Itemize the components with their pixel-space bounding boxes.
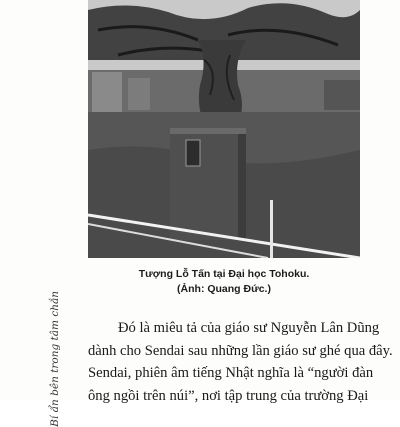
body-paragraph	[88, 317, 393, 407]
body-line-1: Đó là miêu tả của giáo sư Nguyễn Lân Dũng	[118, 320, 380, 336]
running-header-vertical: Bí ẩn bên trong tâm chắn	[49, 291, 61, 427]
caption-title: Tượng Lỗ Tấn tại Đại học Tohoku.	[138, 268, 310, 280]
photo-caption	[88, 267, 360, 297]
body-line-2: dành cho Sendai sau những lần giáo sư ghé qua đây.	[88, 342, 393, 359]
statue-photograph	[88, 0, 360, 258]
photo-lu-xun-statue	[88, 0, 360, 258]
body-line-4: ông ngồi trên núi”, nơi tập trung của trường Đại	[88, 387, 369, 404]
caption-credit: (Ảnh: Quang Đức.)	[177, 283, 271, 295]
body-line-3: Sendai, phiên âm tiếng Nhật nghĩa là “người đàn	[88, 365, 374, 381]
